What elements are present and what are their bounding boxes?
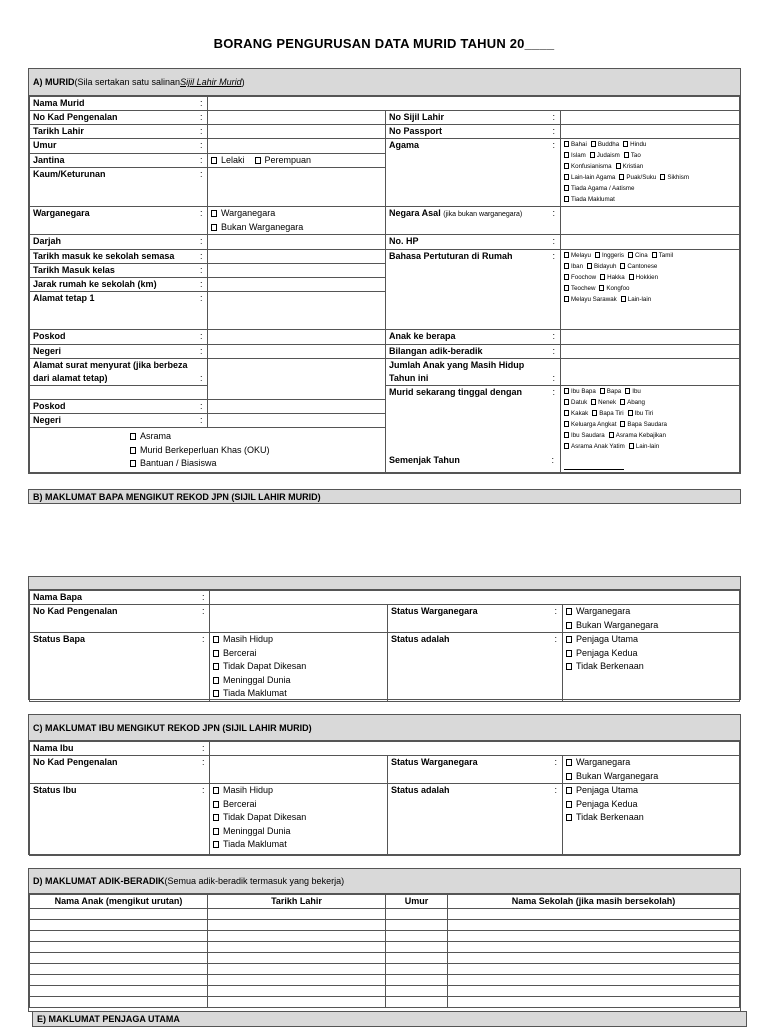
checkbox-agama-buddha[interactable]: Buddha (591, 141, 619, 148)
label-status-bapa: Status Bapa (30, 633, 198, 702)
checkbox-ibu-bercerai[interactable]: Bercerai (213, 798, 384, 812)
label-status-warga-ibu: Status Warganegara (388, 756, 550, 784)
checkbox-bapa-bukan-warganegara[interactable]: Bukan Warganegara (566, 619, 736, 633)
input-negeri-2[interactable] (208, 414, 386, 428)
input-negeri[interactable] (208, 344, 386, 358)
checkbox-tinggal-ibu[interactable]: Ibu (625, 388, 641, 395)
input-umur[interactable] (208, 139, 386, 153)
checkbox-bapa-penjaga-utama[interactable]: Penjaga Utama (566, 633, 736, 647)
checkbox-tinggal-ibu-tiri[interactable]: Ibu Tiri (628, 410, 654, 417)
checkbox-warganegara[interactable]: Warganegara (211, 207, 382, 221)
label-no-passport: No Passport (386, 125, 548, 139)
checkbox-agama-tao[interactable]: Tao (624, 152, 641, 159)
input-tarikh-lahir[interactable] (208, 125, 386, 139)
checkbox-bahasa-melayu[interactable]: Melayu (564, 252, 591, 259)
input-tarikh-masuk-kelas[interactable] (208, 263, 386, 277)
label-no-kp-bapa: No Kad Pengenalan (30, 605, 198, 633)
label-semenjak: Semenjak Tahun (389, 455, 460, 465)
warga-options (208, 207, 386, 235)
warga-bapa-options (563, 605, 740, 633)
section-a-header: A) MURID (Sila sertakan satu salinan Sijil Lahir Murid ) (29, 69, 740, 96)
checkbox-tinggal-nenek[interactable]: Nenek (591, 399, 616, 406)
label-alamat-tetap: Alamat tetap 1 (30, 291, 196, 329)
checkbox-perempuan[interactable]: Perempuan (255, 155, 312, 165)
label-darjah: Darjah (30, 235, 196, 249)
label-alamat-surat: Alamat surat menyurat (jika berbeza dari alamat tetap) (30, 358, 196, 385)
label-bilangan: Bilangan adik-beradik (386, 344, 548, 358)
checkbox-agama-hindu[interactable]: Hindu (623, 141, 646, 148)
label-no-kp: No Kad Pengenalan (30, 111, 196, 125)
label-negeri-2: Negeri (30, 414, 196, 428)
input-anak-ke[interactable] (561, 330, 740, 344)
checkbox-bahasa-teochew[interactable]: Teochew (564, 285, 595, 292)
input-nama-ibu[interactable] (210, 742, 740, 756)
section-d-header: D) MAKLUMAT ADIK-BERADIK (Semua adik-beradik termasuk yang bekerja) (29, 869, 740, 894)
label-nama-bapa: Nama Bapa (30, 591, 198, 605)
label-no-hp: No. HP (386, 235, 548, 249)
input-no-kp-ibu[interactable] (210, 756, 388, 784)
checkbox-bahasa-hakka[interactable]: Hakka (600, 274, 625, 281)
checkbox-bantuan[interactable]: Bantuan / Biasiswa (130, 457, 382, 471)
jantina-options (208, 153, 386, 167)
checkbox-oku[interactable]: Murid Berkeperluan Khas (OKU) (130, 444, 382, 458)
checkbox-ibu-tidak-dikesan[interactable]: Tidak Dapat Dikesan (213, 811, 384, 825)
input-alamat-surat[interactable] (208, 358, 386, 399)
input-no-passport[interactable] (561, 125, 740, 139)
checkbox-bapa-tiada-maklumat[interactable]: Tiada Maklumat (213, 687, 384, 701)
checkbox-bahasa-foochow[interactable]: Foochow (564, 274, 596, 281)
label-nama-murid: Nama Murid (30, 97, 196, 111)
col-nama-anak: Nama Anak (mengikut urutan) (30, 895, 208, 909)
label-no-kp-ibu: No Kad Pengenalan (30, 756, 198, 784)
section-c-header: C) MAKLUMAT IBU MENGIKUT REKOD JPN (SIJIL LAHIR MURID) (29, 715, 740, 741)
checkbox-bahasa-cantonese[interactable]: Cantonese (620, 263, 657, 270)
checkbox-bahasa-bidayuh[interactable]: Bidayuh (587, 263, 616, 270)
input-kaum[interactable] (208, 168, 386, 207)
checkbox-tinggal-ibu-saudara[interactable]: Ibu Saudara (564, 432, 605, 439)
checkbox-ibu-meninggal[interactable]: Meninggal Dunia (213, 825, 384, 839)
checkbox-tinggal-keluarga-angkat[interactable]: Keluarga Angkat (564, 421, 616, 428)
checkbox-ibu-tiada-maklumat[interactable]: Tiada Maklumat (213, 838, 384, 852)
checkbox-tinggal-asrama-yatim[interactable]: Asrama Anak Yatim (564, 443, 625, 450)
checkbox-tinggal-bapa[interactable]: Bapa (600, 388, 621, 395)
checkbox-tinggal-datuk[interactable]: Datuk (564, 399, 587, 406)
checkbox-agama-konfusianisma[interactable]: Konfusianisma (564, 163, 612, 170)
checkbox-tinggal-bapa-tiri[interactable]: Bapa Tiri (592, 410, 623, 417)
checkbox-agama-puak[interactable]: Puak/Suku (619, 174, 656, 181)
label-jarak: Jarak rumah ke sekolah (km) (30, 277, 196, 291)
checkbox-tinggal-abang[interactable]: Abang (620, 399, 645, 406)
label-tarikh-lahir: Tarikh Lahir (30, 125, 196, 139)
status-ibu-options (210, 784, 388, 856)
checkbox-tinggal-asrama-kebajikan[interactable]: Asrama Kebajikan (609, 432, 666, 439)
label-kaum: Kaum/Keturunan (30, 168, 196, 207)
input-poskod[interactable] (208, 330, 386, 344)
checkbox-agama-kristian[interactable]: Kristian (616, 163, 644, 170)
label-tarikh-masuk-sekolah: Tarikh masuk ke sekolah semasa (30, 249, 196, 263)
status-bapa-options (210, 633, 388, 702)
checkbox-agama-lain[interactable]: Lain-lain Agama (564, 174, 615, 181)
checkbox-ibu-warganegara[interactable]: Warganegara (566, 756, 736, 770)
checkbox-bahasa-lain[interactable]: Lain-lain (621, 296, 651, 303)
label-jumlah-anak: Jumlah Anak yang Masih Hidup Tahun ini (386, 358, 548, 385)
warga-ibu-options (563, 756, 740, 784)
input-nama-murid[interactable] (208, 97, 740, 111)
label-status-warga-bapa: Status Warganegara (388, 605, 550, 633)
checkbox-tinggal-ibu-bapa[interactable]: Ibu Bapa (564, 388, 596, 395)
checkbox-lelaki[interactable]: Lelaki (211, 155, 245, 165)
label-warganegara: Warganegara (30, 207, 196, 235)
section-b-table: Nama Bapa : No Kad Pengenalan : Status Warganegara : Warganegara Bukan Warganegara Status Bapa : Masih Hidup Bercerai Tidak Dapat Dikesan Meninggal Dunia Tiada Maklumat Status adalah : Penjaga Utama Penjaga Kedua Tidak Berkenaan (29, 590, 740, 702)
label-anak-ke: Anak ke berapa (386, 330, 548, 344)
adalah-ibu-options (563, 784, 740, 856)
checkbox-bapa-meninggal[interactable]: Meninggal Dunia (213, 674, 384, 688)
table-row[interactable] (30, 997, 208, 1008)
checkbox-bapa-warganegara[interactable]: Warganegara (566, 605, 736, 619)
table-row[interactable] (30, 953, 208, 964)
table-row[interactable] (30, 920, 208, 931)
table-row[interactable] (30, 909, 208, 920)
section-c-table: Nama Ibu : No Kad Pengenalan : Status Warganegara : Warganegara Bukan Warganegara Status Ibu : Masih Hidup Bercerai Tidak Dapat Dikesan Meninggal Dunia Tiada Maklumat Status adalah : Penjaga Utama Penjaga Kedua Tidak Berkenaan (29, 741, 740, 856)
table-row[interactable] (30, 964, 208, 975)
input-bilangan[interactable] (561, 344, 740, 358)
section-c (28, 714, 741, 855)
checkbox-asrama[interactable]: Asrama (130, 430, 382, 444)
checkbox-bukan-warganegara[interactable]: Bukan Warganegara (211, 221, 382, 235)
input-negara-asal[interactable] (561, 207, 740, 235)
label-negeri: Negeri (30, 344, 196, 358)
checkbox-bapa-masih-hidup[interactable]: Masih Hidup (213, 633, 384, 647)
checkbox-bapa-tidak-dikesan[interactable]: Tidak Dapat Dikesan (213, 660, 384, 674)
checkbox-agama-judaism[interactable]: Judaism (590, 152, 620, 159)
input-no-hp[interactable] (561, 235, 740, 249)
col-nama-sekolah: Nama Sekolah (jika masih bersekolah) (448, 895, 740, 909)
section-e-header: E) MAKLUMAT PENJAGA UTAMA (32, 1011, 747, 1027)
checkbox-agama-islam[interactable]: Islam (564, 152, 586, 159)
input-no-kp-bapa[interactable] (210, 605, 388, 633)
section-d (28, 868, 741, 1012)
label-umur: Umur (30, 139, 196, 153)
agama-options (561, 139, 740, 207)
checkbox-agama-tiada[interactable]: Tiada Agama / Aatisme (564, 185, 634, 192)
table-row[interactable] (30, 931, 208, 942)
checkbox-bapa-tidak-berkenaan[interactable]: Tidak Berkenaan (566, 660, 736, 674)
input-poskod-2[interactable] (208, 400, 386, 414)
table-row[interactable] (30, 942, 208, 953)
checkbox-ibu-masih-hidup[interactable]: Masih Hidup (213, 784, 384, 798)
input-jumlah-anak[interactable] (561, 358, 740, 385)
checkbox-bahasa-cina[interactable]: Cina (628, 252, 648, 259)
label-status-ibu: Status Ibu (30, 784, 198, 856)
label-poskod: Poskod (30, 330, 196, 344)
input-jarak[interactable] (208, 277, 386, 291)
label-poskod-2: Poskod (30, 400, 196, 414)
checkbox-tinggal-kakak[interactable]: Kakak (564, 410, 588, 417)
table-row[interactable] (30, 986, 208, 997)
label-agama: Agama (386, 139, 548, 207)
checkbox-ibu-penjaga-utama[interactable]: Penjaga Utama (566, 784, 736, 798)
checkbox-agama-bahai[interactable]: Bahai (564, 141, 587, 148)
label-status-adalah-bapa: Status adalah (388, 633, 550, 702)
checkbox-agama-sikhism[interactable]: Sikhism (660, 174, 689, 181)
checkbox-agama-tiada-maklumat[interactable]: Tiada Maklumat (564, 196, 615, 203)
section-b-header: B) MAKLUMAT BAPA MENGIKUT REKOD JPN (SIJIL LAHIR MURID) (28, 489, 741, 504)
col-tarikh-lahir: Tarikh Lahir (208, 895, 386, 909)
checkbox-tinggal-lain[interactable]: Lain-lain (629, 443, 659, 450)
semenjak-tahun-line[interactable] (564, 459, 624, 470)
checkbox-bahasa-kongfoo[interactable]: Kongfoo (599, 285, 629, 292)
checkbox-ibu-penjaga-kedua[interactable]: Penjaga Kedua (566, 798, 736, 812)
extra-options (30, 428, 386, 473)
siblings-table (29, 894, 740, 1008)
label-nama-ibu: Nama Ibu (30, 742, 198, 756)
section-a-table: Nama Murid : No Kad Pengenalan : No Sijil Lahir : Tarikh Lahir : No Passport : Umur : Agama : Bahai Buddha Hindu Islam Judaism Tao Konfusianisma Kristian Lain-lain Agama Puak/Suku Sikhism Tiada Agama / Aatisme Tiada Maklumat Jantina : Lelaki Perempuan Kaum/Keturunan : Warganegara : Warganegara Bukan Warganegara Negara Asal (jika bukan warganegara) : Darjah : No. HP : Tarikh masuk ke sekolah semasa : Bahasa Pertuturan di Rumah : Melayu Inggeris Cina Tamil Iban Bidayuh Cantonese Foochow Hakka Hokkien Teochew Kongfoo Melayu Sarawak Lain-lain Tarikh Masuk kelas : Jarak rumah ke sekolah (km) : Alamat tetap 1 : Poskod : Anak ke berapa : Negeri : Bilangan adik-beradik : Alamat surat menyurat (jika berbeza dari alamat tetap) : Jumlah Anak yang Masih Hidup Tahun ini : Murid sekarang tinggal dengan Semenjak Tahun : : Ibu Bapa Bapa Ibu Datuk Nenek Abang Kakak Bapa Tiri Ibu Tiri Keluarga Angkat Bapa Saudara Ibu Saudara Asrama Kebajikan Asrama Anak Yatim Lain-lain Poskod : Negeri : Asrama Murid Berkeperluan Khas (OKU) Bantuan / Biasiswa (29, 96, 740, 473)
checkbox-bahasa-hokkien[interactable]: Hokkien (629, 274, 658, 281)
section-a (28, 68, 741, 474)
checkbox-bahasa-tamil[interactable]: Tamil (652, 252, 673, 259)
checkbox-bapa-penjaga-kedua[interactable]: Penjaga Kedua (566, 647, 736, 661)
input-darjah[interactable] (208, 235, 386, 249)
input-tarikh-masuk-sekolah[interactable] (208, 249, 386, 263)
input-nama-bapa[interactable] (210, 591, 740, 605)
label-negara-asal: Negara Asal (jika bukan warganegara) (386, 207, 548, 235)
label-jantina: Jantina (30, 153, 196, 167)
col-umur: Umur (386, 895, 448, 909)
checkbox-bahasa-inggeris[interactable]: Inggeris (595, 252, 624, 259)
label-status-adalah-ibu: Status adalah (388, 784, 550, 856)
input-no-sijil[interactable] (561, 111, 740, 125)
checkbox-ibu-bukan-warganegara[interactable]: Bukan Warganegara (566, 770, 736, 784)
checkbox-tinggal-bapa-saudara[interactable]: Bapa Saudara (620, 421, 667, 428)
adalah-bapa-options (563, 633, 740, 702)
label-no-sijil: No Sijil Lahir (386, 111, 548, 125)
checkbox-bahasa-iban[interactable]: Iban (564, 263, 583, 270)
checkbox-bapa-bercerai[interactable]: Bercerai (213, 647, 384, 661)
bahasa-options (561, 249, 740, 330)
label-bahasa: Bahasa Pertuturan di Rumah (386, 249, 548, 330)
section-b (28, 576, 741, 700)
checkbox-ibu-tidak-berkenaan[interactable]: Tidak Berkenaan (566, 811, 736, 825)
tinggal-options (561, 385, 740, 472)
input-no-kp[interactable] (208, 111, 386, 125)
input-alamat-tetap[interactable] (208, 291, 386, 329)
table-row[interactable] (30, 975, 208, 986)
form-title: BORANG PENGURUSAN DATA MURID TAHUN 20____ (213, 36, 555, 51)
label-tarikh-masuk-kelas: Tarikh Masuk kelas (30, 263, 196, 277)
checkbox-bahasa-melayu-sarawak[interactable]: Melayu Sarawak (564, 296, 617, 303)
label-tinggal-dengan: Murid sekarang tinggal dengan Semenjak Tahun (386, 385, 548, 472)
